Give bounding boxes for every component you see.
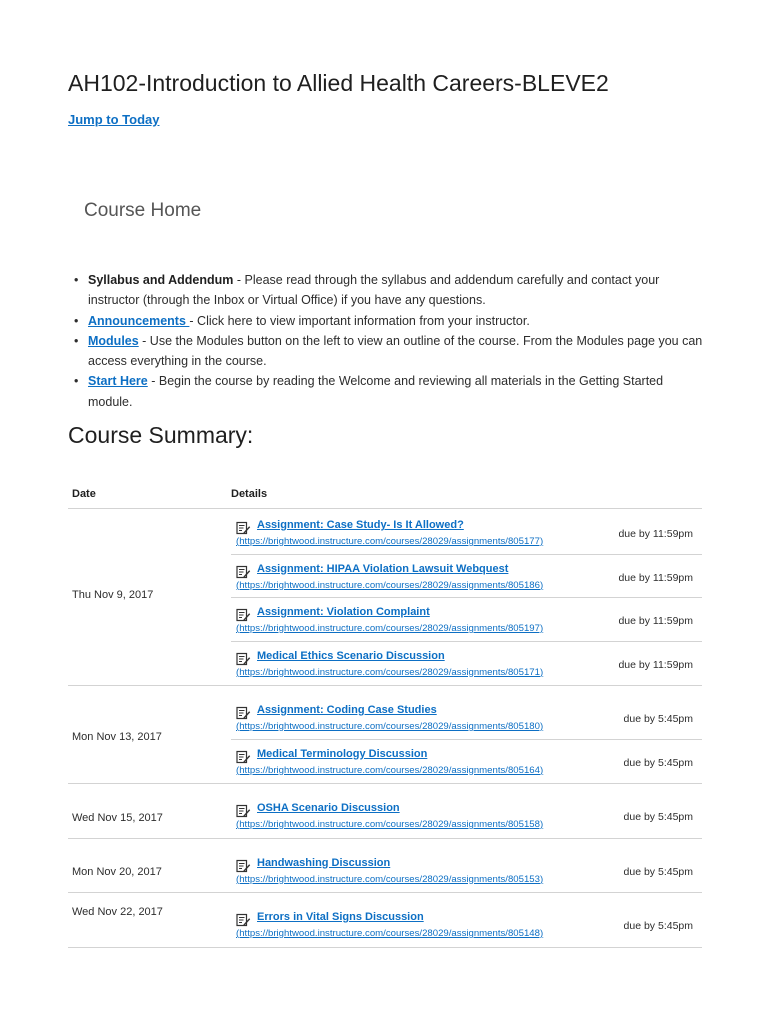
group-divider <box>68 838 702 839</box>
assignment-url-link[interactable]: (https://brightwood.instructure.com/courses/28029/assignments/805197) <box>236 623 544 634</box>
announcements-link[interactable]: Announcements <box>88 313 190 328</box>
due-time: due by 5:45pm <box>623 865 693 878</box>
group-divider <box>68 892 702 893</box>
assignment-link[interactable]: Errors in Vital Signs Discussion <box>257 911 424 923</box>
announcements-text: - Click here to view important information from your instructor. <box>189 313 530 328</box>
assignment-url-link[interactable]: (https://brightwood.instructure.com/courses/28029/assignments/805171) <box>236 666 544 678</box>
list-item-modules <box>74 331 704 372</box>
assignment-link[interactable]: OSHA Scenario Discussion <box>257 802 400 814</box>
assignment-link[interactable]: Assignment: Coding Case Studies <box>257 704 437 716</box>
start-here-text: - Begin the course by reading the Welcome and reviewing all materials in the Getting Started module. <box>88 374 664 409</box>
due-time: due by 11:59pm <box>618 615 693 627</box>
assignment-link[interactable]: Assignment: HIPAA Violation Lawsuit Webquest <box>257 562 509 575</box>
table-header-divider <box>68 508 702 509</box>
item-divider <box>231 554 702 555</box>
syllabus-text: - Please read through the syllabus and addendum carefully and contact your instructor (through the Inbox or Virtual Office) if you have any questions. <box>88 273 660 308</box>
course-home-list <box>74 270 704 412</box>
modules-link[interactable]: Modules <box>88 333 139 348</box>
date-cell: Wed Nov 15, 2017 <box>72 811 163 824</box>
item-divider <box>231 641 702 642</box>
assignment-url-link[interactable]: (https://brightwood.instructure.com/courses/28029/assignments/805148) <box>236 928 544 939</box>
due-time: due by 11:59pm <box>618 571 693 584</box>
assignment-row <box>236 746 702 788</box>
assignment-link[interactable]: Medical Ethics Scenario Discussion <box>257 649 445 662</box>
syllabus-label: Syllabus and Addendum <box>88 273 234 287</box>
group-divider <box>68 685 702 686</box>
page-title: AH102-Introduction to Allied Health Careers-BLEVE2 <box>68 70 609 96</box>
course-home-heading: Course Home <box>84 200 202 221</box>
modules-text: - Use the Modules button on the left to view an outline of the course. From the Modules page you can access everything in the course. <box>88 333 703 369</box>
assignment-url-link[interactable]: (https://brightwood.instructure.com/courses/28029/assignments/805153) <box>236 873 544 885</box>
assignment-link[interactable]: Assignment: Violation Complaint <box>257 606 430 618</box>
assignment-icon <box>236 913 251 927</box>
assignment-link[interactable]: Medical Terminology Discussion <box>257 747 428 760</box>
assignment-icon <box>236 565 251 579</box>
item-divider <box>231 739 702 740</box>
due-time: due by 5:45pm <box>623 920 693 932</box>
assignment-row <box>236 855 702 897</box>
item-divider <box>231 597 702 598</box>
assignment-icon <box>236 804 251 818</box>
due-time: due by 11:59pm <box>618 658 693 671</box>
date-cell: Mon Nov 20, 2017 <box>72 866 162 879</box>
assignment-icon <box>236 859 251 873</box>
list-item-start-here <box>74 371 704 412</box>
due-time: due by 11:59pm <box>618 528 693 540</box>
assignment-url-link[interactable]: (https://brightwood.instructure.com/courses/28029/assignments/805180) <box>236 721 544 732</box>
date-cell: Wed Nov 22, 2017 <box>72 906 163 918</box>
list-item-syllabus <box>74 270 704 311</box>
start-here-link[interactable]: Start Here <box>88 374 148 389</box>
assignment-icon <box>236 652 251 666</box>
list-item-announcements <box>74 311 704 331</box>
assignment-row <box>236 909 702 951</box>
details-column-header: Details <box>231 488 268 500</box>
assignment-url-link[interactable]: (https://brightwood.instructure.com/courses/28029/assignments/805186) <box>236 579 544 591</box>
due-time: due by 5:45pm <box>623 713 693 725</box>
date-column-header: Date <box>72 488 96 500</box>
assignment-url-link[interactable]: (https://brightwood.instructure.com/courses/28029/assignments/805158) <box>236 819 544 830</box>
assignment-icon <box>236 750 251 764</box>
date-cell: Thu Nov 9, 2017 <box>72 589 154 601</box>
course-summary-heading: Course Summary: <box>68 422 254 448</box>
assignment-icon <box>236 608 251 622</box>
assignment-link[interactable]: Handwashing Discussion <box>257 856 391 869</box>
due-time: due by 5:45pm <box>623 811 693 823</box>
assignment-link[interactable]: Assignment: Case Study- Is It Allowed? <box>257 519 464 531</box>
assignment-row <box>236 648 702 690</box>
assignment-row <box>236 800 702 842</box>
date-cell: Mon Nov 13, 2017 <box>72 730 162 743</box>
due-time: due by 5:45pm <box>623 756 693 769</box>
assignment-icon <box>236 706 251 720</box>
assignment-url-link[interactable]: (https://brightwood.instructure.com/courses/28029/assignments/805177) <box>236 536 544 547</box>
group-divider <box>68 947 702 948</box>
assignment-url-link[interactable]: (https://brightwood.instructure.com/courses/28029/assignments/805164) <box>236 764 544 776</box>
group-divider <box>68 783 702 784</box>
assignment-icon <box>236 521 251 535</box>
jump-to-today-link[interactable]: Jump to Today <box>68 112 160 127</box>
